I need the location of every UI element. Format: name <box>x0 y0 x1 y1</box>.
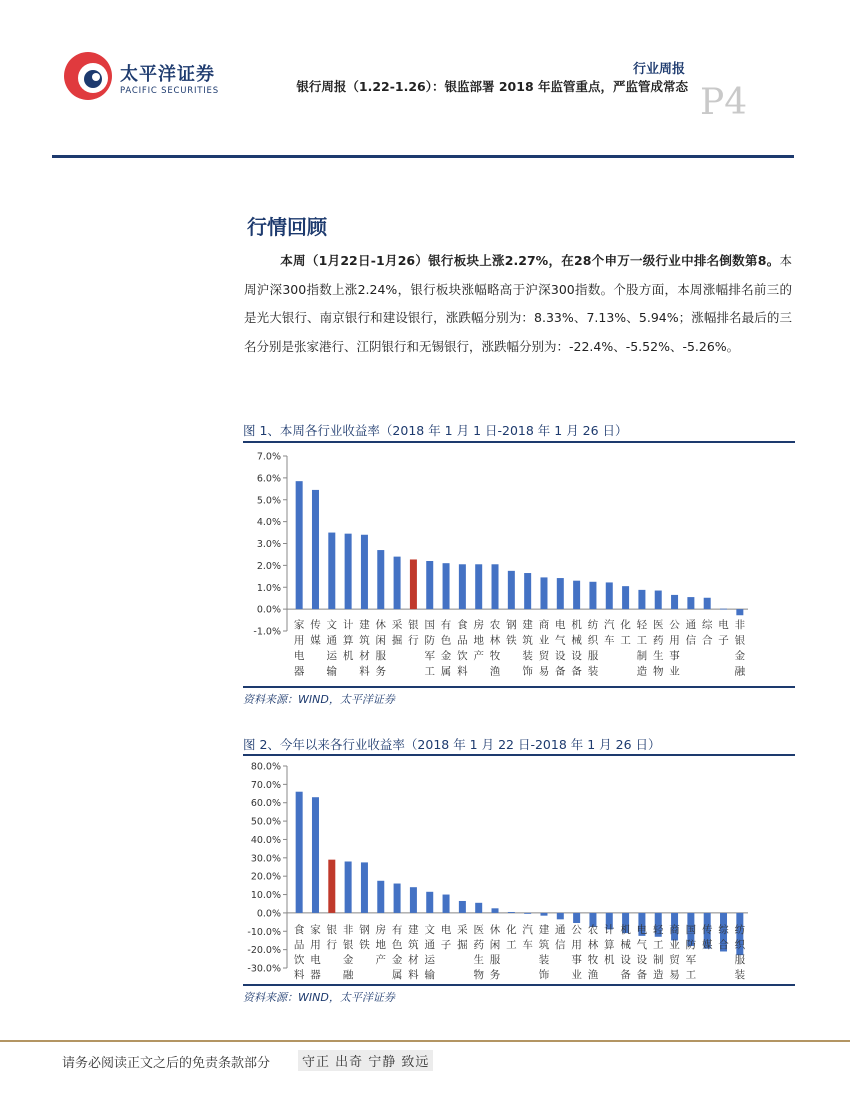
y-tick-label: 0.0% <box>256 604 281 616</box>
y-tick-label: 1.0% <box>256 582 281 594</box>
bar-化工 <box>508 912 515 913</box>
x-tick-label: 建筑装饰 <box>538 924 550 981</box>
x-tick-label: 电子 <box>440 924 452 951</box>
bar-休闲服务 <box>377 550 384 609</box>
x-tick-label: 房地产 <box>473 619 484 662</box>
body-sentences: 本周沪深300指数上涨2.24%，银行板块涨幅略高于沪深300指数。个股方面，本周涨幅排名前三的是光大银行、南京银行和建设银行，涨跌幅分别为：8.33%、7.13%、5.94%；涨幅排名最后的三名分别是张家港行、江阴银行和无锡银行，涨跌幅分别为：-22.4%、-5.52%、-5.26%。 <box>244 253 792 354</box>
x-tick-label: 农林牧渔 <box>489 619 501 678</box>
bar-国防军工 <box>426 561 433 609</box>
x-tick-label: 机械设备 <box>620 924 631 981</box>
x-tick-label: 传媒 <box>701 924 713 951</box>
x-tick-label: 计算机 <box>604 924 615 966</box>
figure-2-chart <box>243 756 795 984</box>
x-tick-label: 商业贸易 <box>538 619 550 678</box>
logo-name-cn: 太平洋证券 <box>120 64 215 85</box>
x-tick-label: 汽车 <box>522 924 533 951</box>
x-tick-label: 化工 <box>620 619 631 647</box>
report-title: 银行周报（1.22-1.26）：银监部署 2018 年监管重点，严监管成常态 <box>296 79 688 94</box>
bar-通信 <box>557 913 564 919</box>
x-tick-label: 公用事业 <box>669 619 680 678</box>
bar-银行 <box>328 860 335 913</box>
footer-motto: 守正 出奇 宁静 致远 <box>298 1050 433 1071</box>
bar-采掘 <box>394 557 401 610</box>
x-tick-label: 国防军工 <box>424 619 435 678</box>
bar-电气设备 <box>557 578 564 609</box>
x-tick-label: 综合 <box>718 924 729 951</box>
bar-电子 <box>443 895 450 913</box>
bar-食品饮料 <box>459 564 466 609</box>
x-tick-label: 纺织服装 <box>587 619 599 678</box>
x-tick-label: 钢铁 <box>359 924 370 951</box>
x-tick-label: 采掘 <box>391 619 403 647</box>
bar-汽车 <box>606 582 613 609</box>
y-tick-label: -1.0% <box>253 626 281 638</box>
x-tick-label: 有色金属 <box>391 924 403 981</box>
x-tick-label: 电气设备 <box>555 619 566 678</box>
bar-建筑材料 <box>410 887 417 913</box>
y-tick-label: 4.0% <box>256 517 281 529</box>
x-tick-label: 银行 <box>326 924 338 951</box>
x-tick-label: 汽车 <box>604 619 615 647</box>
x-tick-label: 银行 <box>408 619 419 647</box>
bar-医药生物 <box>475 903 482 913</box>
x-tick-label: 食品饮料 <box>457 619 468 678</box>
x-tick-label: 医药生物 <box>652 619 664 678</box>
x-tick-label: 文通运输 <box>326 619 338 678</box>
x-tick-label: 机械设备 <box>571 619 582 678</box>
x-tick-label: 建筑材料 <box>359 619 370 678</box>
bar-家用电器 <box>312 797 319 913</box>
bar-传媒 <box>312 490 319 609</box>
x-tick-label: 传媒 <box>310 619 321 647</box>
bar-建筑材料 <box>361 535 368 609</box>
x-tick-label: 国防军工 <box>685 924 697 981</box>
x-tick-label: 通信 <box>555 924 566 951</box>
y-tick-label: -30.0% <box>247 963 281 975</box>
x-tick-label: 公用事业 <box>571 924 582 981</box>
y-tick-label: 40.0% <box>250 834 281 846</box>
y-tick-label: 7.0% <box>256 451 281 463</box>
x-tick-label: 医药生物 <box>473 924 484 981</box>
y-tick-label: 5.0% <box>256 495 281 507</box>
x-tick-label: 家用电器 <box>293 619 305 678</box>
bar-非银金融 <box>736 609 743 615</box>
y-tick-label: 3.0% <box>256 539 281 550</box>
doc-type-label: 行业周报 <box>632 62 685 77</box>
page-number: P4 <box>700 82 748 123</box>
bar-有色金属 <box>443 563 450 609</box>
y-tick-label: 0.0% <box>256 908 281 920</box>
bar-文通运输 <box>328 533 335 610</box>
figure-1-caption: 图 1、本周各行业收益率（2018 年 1 月 1 日-2018 年 1 月 26 日） <box>243 423 628 438</box>
footer-divider <box>0 1040 850 1042</box>
x-tick-label: 电气设备 <box>636 924 648 981</box>
x-tick-label: 建筑材料 <box>408 924 419 981</box>
logo-name-en: PACIFIC SECURITIES <box>120 86 219 96</box>
y-tick-label: 10.0% <box>250 890 281 902</box>
bar-非银金融 <box>345 861 352 912</box>
x-tick-label: 家用电器 <box>310 924 321 981</box>
body-paragraph <box>244 247 792 361</box>
bar-汽车 <box>524 913 531 914</box>
bar-计算机 <box>345 534 352 609</box>
x-tick-label: 非银金融 <box>734 619 746 678</box>
y-tick-label: 2.0% <box>256 560 281 572</box>
x-tick-label: 计算机 <box>342 619 354 662</box>
bar-综合 <box>704 598 711 609</box>
bar-家用电器 <box>296 481 303 609</box>
bar-房地产 <box>475 564 482 609</box>
bar-采掘 <box>459 901 466 913</box>
y-tick-label: -10.0% <box>247 926 281 938</box>
bar-钢铁 <box>508 571 515 609</box>
y-tick-label: 20.0% <box>250 871 281 883</box>
x-tick-label: 文通运输 <box>424 924 435 981</box>
x-tick-label: 建筑装饰 <box>522 619 533 678</box>
y-tick-label: 50.0% <box>250 816 281 828</box>
figure-2-source: 资料来源：WIND，太平洋证券 <box>243 991 395 1004</box>
x-tick-label: 采掘 <box>457 924 468 951</box>
y-tick-label: -20.0% <box>247 945 281 957</box>
section-heading: 行情回顾 <box>247 215 327 239</box>
figure-1-bottom-rule <box>243 686 795 688</box>
x-tick-label: 钢铁 <box>506 619 517 647</box>
footer-disclaimer: 请务必阅读正文之后的免责条款部分 <box>62 1056 271 1071</box>
x-tick-label: 化工 <box>506 924 517 951</box>
figure-1-chart <box>243 446 795 686</box>
bar-钢铁 <box>361 862 368 913</box>
bar-化工 <box>622 586 629 609</box>
x-tick-label: 房地产 <box>375 924 387 966</box>
y-tick-label: 30.0% <box>250 853 281 865</box>
y-tick-label: 60.0% <box>250 798 281 810</box>
header-divider <box>52 155 794 158</box>
bar-建筑装饰 <box>540 913 547 916</box>
figure-2-bottom-rule <box>243 984 795 986</box>
figure-2-caption: 图 2、今年以来各行业收益率（2018 年 1 月 22 日-2018 年 1 月 26 日） <box>243 737 661 752</box>
x-tick-label: 有色金属 <box>440 619 452 678</box>
x-tick-label: 纺织服装 <box>734 924 746 981</box>
x-tick-label: 综合 <box>701 619 713 647</box>
y-tick-label: 80.0% <box>250 761 281 773</box>
x-tick-label: 非银金融 <box>342 924 354 981</box>
x-tick-label: 轻工制造 <box>652 924 664 981</box>
x-tick-label: 休闲服务 <box>375 619 387 678</box>
y-tick-label: 6.0% <box>256 473 281 485</box>
bar-农林牧渔 <box>492 564 499 609</box>
bar-食品饮料 <box>296 792 303 913</box>
bar-电子 <box>720 609 727 610</box>
logo-icon <box>60 46 116 102</box>
bar-有色金属 <box>394 884 401 913</box>
bar-房地产 <box>377 881 384 913</box>
x-tick-label: 电子 <box>718 619 729 647</box>
x-tick-label: 食品饮料 <box>293 924 305 981</box>
bar-公用事业 <box>573 913 580 923</box>
x-tick-label: 轻工制造 <box>636 619 648 678</box>
figure-1-source: 资料来源：WIND，太平洋证券 <box>243 693 395 706</box>
bar-通信 <box>687 597 694 609</box>
bar-医药生物 <box>655 591 662 610</box>
bar-公用事业 <box>671 595 678 609</box>
bar-建筑装饰 <box>524 573 531 609</box>
x-tick-label: 农林牧渔 <box>587 924 599 981</box>
bar-机械设备 <box>573 581 580 609</box>
y-tick-label: 70.0% <box>250 779 281 791</box>
lead-sentence: 本周（1月22日-1月26）银行板块上涨2.27%，在28个申万一级行业中排名倒数第8。 <box>280 253 780 268</box>
x-tick-label: 休闲服务 <box>489 924 501 981</box>
bar-纺织服装 <box>589 582 596 609</box>
bar-银行 <box>410 559 417 609</box>
bar-轻工制造 <box>638 590 645 609</box>
bar-商业贸易 <box>540 577 547 609</box>
x-tick-label: 通信 <box>685 619 697 647</box>
figure-1-top-rule <box>243 441 795 443</box>
bar-文通运输 <box>426 892 433 913</box>
x-tick-label: 商业贸易 <box>669 924 680 981</box>
bar-休闲服务 <box>492 908 499 913</box>
